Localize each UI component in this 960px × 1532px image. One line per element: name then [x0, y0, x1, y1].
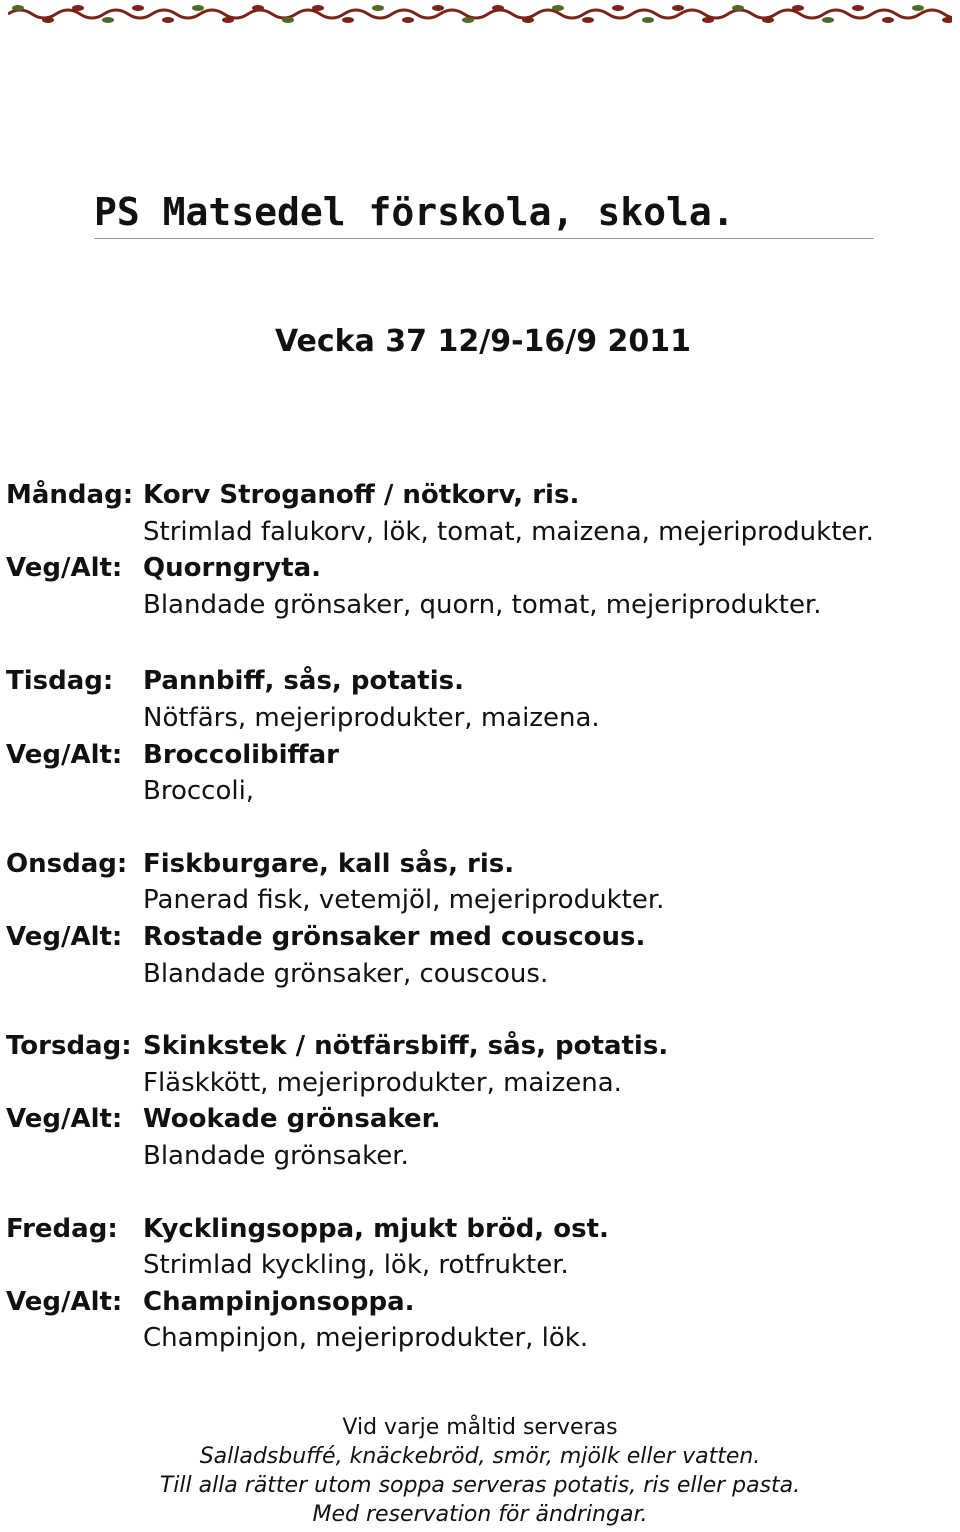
dish-name: Fiskburgare, kall sås, ris.	[143, 848, 515, 879]
alt-dish-name: Wookade grönsaker.	[143, 1104, 441, 1135]
footer-line: Med reservation för ändringar.	[312, 1502, 648, 1527]
dish-name: Skinkstek / nötfärsbiff, sås, potatis.	[143, 1031, 669, 1062]
day-row-friday	[6, 1211, 956, 1248]
dish-ingredients: Strimlad falukorv, lök, tomat, maizena, mejeriprodukter.	[143, 516, 874, 547]
vine-leaf	[102, 17, 114, 23]
alt-dish-ingredients: Blandade grönsaker, couscous.	[143, 958, 549, 989]
alt-dish-ingredients: Blandade grönsaker.	[143, 1140, 409, 1171]
week-heading: Vecka 37 12/9-16/9 2011	[274, 324, 692, 359]
ingredients-row	[6, 882, 956, 919]
vine-stem	[8, 10, 952, 18]
alt-ingredients-row	[6, 773, 956, 810]
day-label: Fredag:	[6, 1213, 118, 1244]
day-label: Tisdag:	[6, 666, 114, 697]
alt-row	[6, 1101, 956, 1138]
alt-ingredients-row	[6, 1320, 956, 1357]
alt-dish-name: Champinjonsoppa.	[143, 1286, 415, 1317]
vine-leaf	[42, 17, 54, 23]
vine-leaf	[492, 5, 504, 11]
vine-leaf	[402, 17, 414, 23]
vine-leaf	[312, 5, 324, 11]
vine-leaf	[192, 5, 204, 11]
vine-leaf	[342, 17, 354, 23]
day-row-monday	[6, 477, 956, 514]
ingredients-row	[6, 700, 956, 737]
alt-ingredients-row	[6, 1138, 956, 1175]
vine-leaf	[282, 17, 294, 23]
dish-ingredients: Strimlad kyckling, lök, rotfrukter.	[143, 1250, 569, 1281]
vine-leaf	[852, 5, 864, 11]
footer-line: Vid varje måltid serveras	[342, 1415, 618, 1440]
alt-label: Veg/Alt:	[6, 553, 123, 584]
menu-footer	[0, 1413, 960, 1529]
alt-ingredients-row	[6, 587, 956, 624]
vine-leaf	[72, 5, 84, 11]
dish-name: Pannbiff, sås, potatis.	[143, 666, 465, 697]
alt-row	[6, 1284, 956, 1321]
vine-leaf	[12, 5, 24, 11]
vine-leaf	[582, 17, 594, 23]
alt-row	[6, 550, 956, 587]
alt-dish-name: Broccolibiffar	[143, 739, 339, 770]
alt-dish-name: Quorngryta.	[143, 553, 322, 584]
dish-name: Korv Stroganoff / nötkorv, ris.	[143, 480, 580, 510]
alt-row	[6, 919, 956, 956]
vine-leaf	[792, 5, 804, 11]
vine-leaf	[762, 17, 774, 23]
vine-leaf	[672, 5, 684, 11]
vine-leaf	[822, 17, 834, 23]
vine-leaf	[222, 17, 234, 23]
alt-dish-ingredients: Champinjon, mejeriprodukter, lök.	[143, 1323, 589, 1354]
vine-leaf	[882, 17, 894, 23]
day-label: Måndag:	[6, 480, 134, 510]
alt-label: Veg/Alt:	[6, 1104, 123, 1135]
vine-leaf	[942, 17, 952, 23]
day-label: Onsdag:	[6, 848, 128, 879]
alt-dish-ingredients: Blandade grönsaker, quorn, tomat, mejeriprodukter.	[143, 589, 822, 620]
dish-ingredients: Fläskkött, mejeriprodukter, maizena.	[143, 1067, 622, 1098]
ingredients-row	[6, 1065, 956, 1102]
day-row-wednesday	[6, 846, 956, 883]
dish-ingredients: Panerad fisk, vetemjöl, mejeriprodukter.	[143, 885, 665, 916]
dish-ingredients: Nötfärs, mejeriprodukter, maizena.	[143, 702, 600, 733]
decorative-vine-border	[8, 0, 952, 30]
vine-leaf	[252, 5, 264, 11]
vine-leaf	[432, 5, 444, 11]
alt-label: Veg/Alt:	[6, 921, 123, 952]
vine-leaf	[702, 17, 714, 23]
vine-leaf	[522, 17, 534, 23]
page-title: PS Matsedel förskola, skola.	[94, 188, 874, 239]
alt-dish-name: Rostade grönsaker med couscous.	[143, 921, 646, 952]
alt-dish-ingredients: Broccoli,	[143, 776, 255, 807]
vine-leaf	[552, 5, 564, 11]
alt-ingredients-row	[6, 956, 956, 993]
vine-leaf	[162, 17, 174, 23]
alt-label: Veg/Alt:	[6, 739, 123, 770]
vine-leaf	[612, 5, 624, 11]
ingredients-row	[6, 1247, 956, 1284]
vine-leaf	[912, 5, 924, 11]
alt-label: Veg/Alt:	[6, 1286, 123, 1317]
vine-leaf	[642, 17, 654, 23]
footer-line: Till alla rätter utom soppa serveras potatis, ris eller pasta.	[159, 1473, 801, 1498]
day-row-thursday	[6, 1028, 956, 1065]
dish-name: Kycklingsoppa, mjukt bröd, ost.	[143, 1213, 609, 1244]
vine-leaf	[372, 5, 384, 11]
vine-leaf	[132, 5, 144, 11]
weekly-menu	[6, 477, 956, 1357]
day-label: Torsdag:	[6, 1031, 132, 1062]
vine-leaf	[462, 17, 474, 23]
alt-row	[6, 737, 956, 774]
footer-line: Salladsbuffé, knäckebröd, smör, mjölk eller vatten.	[199, 1444, 761, 1469]
ingredients-row	[6, 514, 956, 551]
vine-leaf	[732, 5, 744, 11]
day-row-tuesday	[6, 663, 956, 700]
